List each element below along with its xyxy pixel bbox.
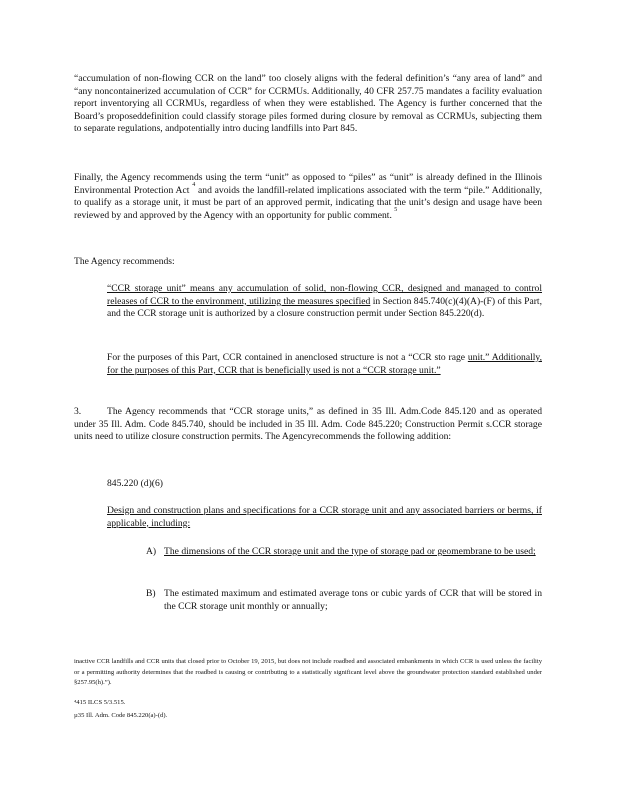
- definition-underlined: “CCR storage unit” means any accumulation of solid, non-flowing CCR, designed and managed to control releases of CCR to the environment, utilizing the measures specified: [107, 283, 542, 307]
- design-construction-plans: Design and construction plans and specifications for a CCR storage unit and any associated barriers or berms, if applicable, including:: [107, 505, 542, 529]
- list-item-b-text: The estimated maximum and estimated average tons or cubic yards of CCR that will be stored in the CCR storage unit monthly or annually;: [164, 588, 542, 612]
- footnote-ref-5[interactable]: 5: [394, 206, 398, 213]
- exclusions-underlined: unit.” Additionally, for the purposes of this Part, CCR that is beneficially used is not a “CCR storage unit.”: [107, 352, 542, 376]
- paragraph-unit-term-part2: and avoids the landfill-related implications associated with the term “pile.” Additionally, to qualify as a storage unit, it must be part of an approved permit, indicating that the unit’s design and usage have been reviewed by and approved by the Agency with an opportunity for public comment.: [74, 184, 542, 221]
- code-reference: 845.220 (d)(6): [107, 478, 163, 489]
- definition-ccr-storage-unit: [107, 283, 542, 321]
- footnote-4: ⁴415 ILCS 5/3.515.: [74, 699, 126, 706]
- list-item-a-text: The dimensions of the CCR storage unit and the type of storage pad or geomembrane to be used;: [164, 546, 536, 557]
- recommendation-3-number: 3.: [74, 406, 82, 417]
- paragraph-unit-term-part1: Finally, the Agency recommends using the term “unit” as opposed to “piles” as “unit” is already defined in the Illinois Environmental Protection Act: [74, 172, 542, 196]
- exclusions-plain: For the purposes of this Part, CCR contained in anenclosed structure is not a “CCR sto rage: [107, 352, 466, 363]
- list-item-b: [146, 588, 542, 613]
- list-item-b-label: B): [146, 588, 156, 599]
- paragraph-unit-term: [74, 172, 542, 222]
- footnote-continuation: inactive CCR landfills and CCR units that closed prior to October 19, 2015, but does not include roadbed and associated embankments in which CCR is used unless the facility or a permitting authority determines that the roadbed is causing or contributing to a statistically significant level above the groundwater protection standard established under §257.95(h).”).: [74, 658, 542, 686]
- definition-plain: in Section 845.740(c)(4)(A)-(F) of this Part, and the CCR storage unit is authorized by a closure construction permit under Section 845.220(d).: [107, 295, 542, 320]
- list-item-a: [146, 546, 542, 559]
- footnote-ref-4[interactable]: 4: [192, 181, 196, 188]
- recommendation-3: [74, 406, 542, 444]
- recommendation-3-text: The Agency recommends that “CCR storage units,” as defined in 35 Ill. Adm.Code 845.120 and as operated under 35 Ill. Adm. Code 845.740, should be included in 35 Ill. Adm. Code 845.220; Construction Permit s.CCR storage units need to utilize closure construction permits. The Agencyrecommends the following addition:: [74, 406, 542, 443]
- agency-recommends-label: The Agency recommends:: [74, 256, 175, 267]
- footnote-5: µ35 Ill. Adm. Code 845.220(a)-(d).: [74, 712, 168, 719]
- paragraph-ccrmu-concern: “accumulation of non-flowing CCR on the land” too closely aligns with the federal definition’s “any area of land” and “any noncontainerized accumulation of CCR” for CCRMUs. Additionally, 40 CFR 257.75 mandates a facility evaluation report inventorying all CCRMUs, regardless of when they were established. The Agency is further concerned that the Board’s proposeddefinition could classify storage piles formed during closure by removal as CCRMUs, subjecting them to separate regulations, andpotentially intro ducing landfills into Part 845.: [74, 73, 542, 135]
- definition-exclusions: [107, 352, 542, 377]
- list-item-a-label: A): [146, 546, 157, 557]
